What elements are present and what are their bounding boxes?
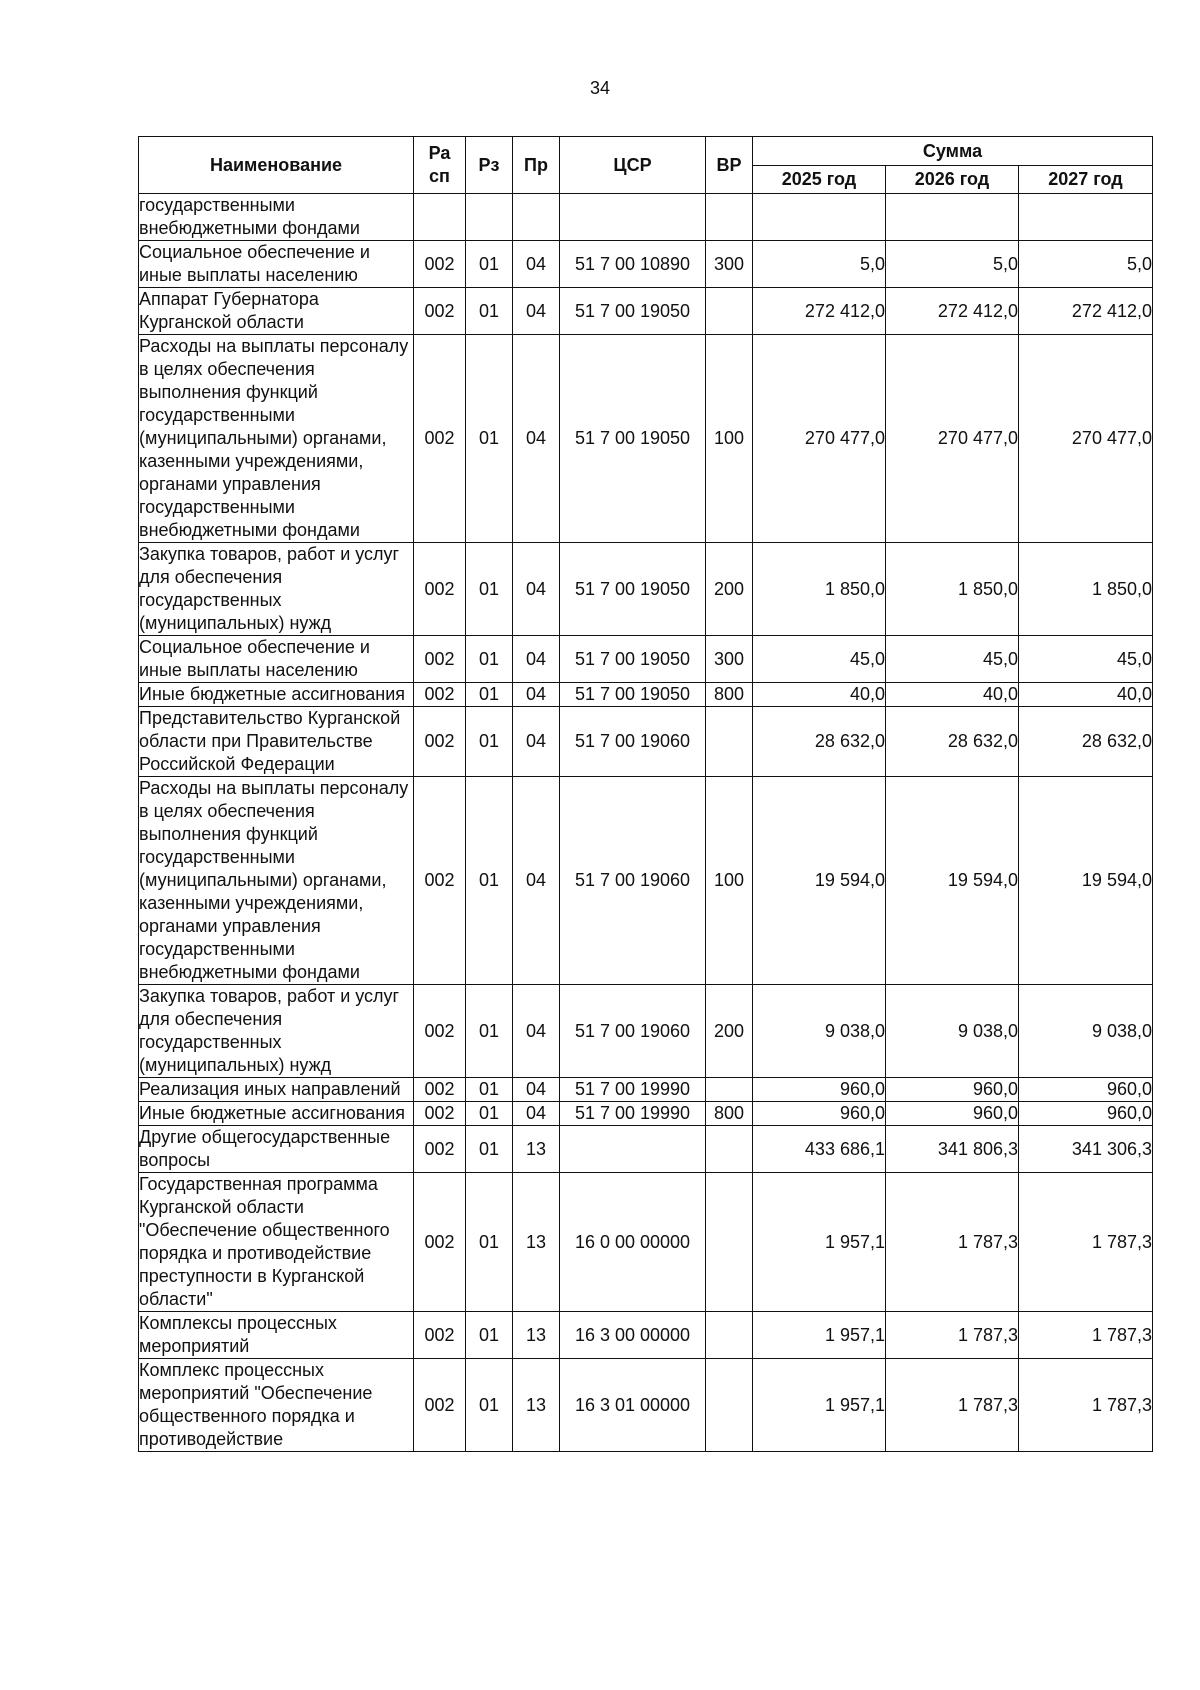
table-row bbox=[139, 241, 1153, 288]
cell-rz: 01 bbox=[466, 543, 513, 636]
cell-2027: 19 594,0 bbox=[1019, 777, 1153, 985]
cell-name: Комплексы процессных мероприятий bbox=[139, 1312, 414, 1359]
cell-rz bbox=[466, 194, 513, 241]
cell-rasp: 002 bbox=[414, 1312, 466, 1359]
cell-vr: 300 bbox=[706, 241, 753, 288]
cell-2026 bbox=[886, 194, 1019, 241]
table-row bbox=[139, 1078, 1153, 1102]
cell-2027: 1 787,3 bbox=[1019, 1359, 1153, 1452]
header-rasp-top: Ра bbox=[428, 143, 451, 163]
cell-rasp: 002 bbox=[414, 1173, 466, 1312]
cell-vr: 100 bbox=[706, 777, 753, 985]
cell-2025: 270 477,0 bbox=[753, 335, 886, 543]
cell-2025: 1 850,0 bbox=[753, 543, 886, 636]
cell-vr bbox=[706, 1312, 753, 1359]
table-row bbox=[139, 335, 1153, 543]
cell-name: Иные бюджетные ассигнования bbox=[139, 683, 414, 707]
cell-pr: 13 bbox=[513, 1312, 560, 1359]
cell-name: Социальное обеспечение и иные выплаты населению bbox=[139, 241, 414, 288]
cell-csr: 16 3 01 00000 bbox=[560, 1359, 706, 1452]
cell-2025: 45,0 bbox=[753, 636, 886, 683]
cell-2026: 5,0 bbox=[886, 241, 1019, 288]
cell-name: Другие общегосударственные вопросы bbox=[139, 1126, 414, 1173]
cell-pr: 04 bbox=[513, 707, 560, 777]
cell-rasp: 002 bbox=[414, 335, 466, 543]
cell-csr: 51 7 00 19060 bbox=[560, 777, 706, 985]
header-year-2025: 2025 год bbox=[753, 166, 886, 194]
cell-2025: 1 957,1 bbox=[753, 1312, 886, 1359]
table-row bbox=[139, 1102, 1153, 1126]
cell-vr bbox=[706, 707, 753, 777]
header-year-2026: 2026 год bbox=[886, 166, 1019, 194]
table-body bbox=[139, 194, 1153, 1452]
cell-pr: 04 bbox=[513, 985, 560, 1078]
table-row bbox=[139, 1173, 1153, 1312]
cell-vr: 200 bbox=[706, 985, 753, 1078]
cell-vr bbox=[706, 1359, 753, 1452]
cell-pr: 13 bbox=[513, 1126, 560, 1173]
cell-rz: 01 bbox=[466, 1312, 513, 1359]
cell-rz: 01 bbox=[466, 1173, 513, 1312]
cell-csr: 51 7 00 19050 bbox=[560, 636, 706, 683]
cell-rz: 01 bbox=[466, 241, 513, 288]
cell-csr: 51 7 00 19050 bbox=[560, 543, 706, 636]
cell-pr: 04 bbox=[513, 683, 560, 707]
cell-rz: 01 bbox=[466, 985, 513, 1078]
page-number: 34 bbox=[589, 78, 611, 98]
cell-rz: 01 bbox=[466, 707, 513, 777]
cell-rasp: 002 bbox=[414, 777, 466, 985]
cell-csr bbox=[560, 194, 706, 241]
cell-2027: 5,0 bbox=[1019, 241, 1153, 288]
budget-table bbox=[138, 136, 1153, 1452]
cell-name: Расходы на выплаты персоналу в целях обеспечения выполнения функций государственными (муниципальными) органами, казенными учреждениями, органами управления государственными внебюджетными фондами bbox=[139, 335, 414, 543]
header-rasp bbox=[414, 137, 466, 194]
cell-2026: 9 038,0 bbox=[886, 985, 1019, 1078]
cell-csr: 51 7 00 19990 bbox=[560, 1102, 706, 1126]
cell-name: Закупка товаров, работ и услуг для обеспечения государственных (муниципальных) нужд bbox=[139, 985, 414, 1078]
cell-pr: 04 bbox=[513, 1078, 560, 1102]
cell-rasp: 002 bbox=[414, 985, 466, 1078]
table-row bbox=[139, 707, 1153, 777]
cell-2026: 40,0 bbox=[886, 683, 1019, 707]
cell-rasp: 002 bbox=[414, 707, 466, 777]
cell-2027: 341 306,3 bbox=[1019, 1126, 1153, 1173]
header-vr: ВР bbox=[706, 137, 753, 194]
cell-vr bbox=[706, 194, 753, 241]
cell-name: Иные бюджетные ассигнования bbox=[139, 1102, 414, 1126]
cell-name: Комплекс процессных мероприятий "Обеспечение общественного порядка и противодействие bbox=[139, 1359, 414, 1452]
cell-vr: 200 bbox=[706, 543, 753, 636]
cell-2026: 960,0 bbox=[886, 1078, 1019, 1102]
table-row bbox=[139, 683, 1153, 707]
cell-rz: 01 bbox=[466, 1078, 513, 1102]
cell-2025: 960,0 bbox=[753, 1102, 886, 1126]
cell-name: Государственная программа Курганской области "Обеспечение общественного порядка и противодействие преступности в Курганской области" bbox=[139, 1173, 414, 1312]
header-pr: Пр bbox=[513, 137, 560, 194]
cell-rz: 01 bbox=[466, 636, 513, 683]
cell-csr bbox=[560, 1126, 706, 1173]
cell-vr: 800 bbox=[706, 683, 753, 707]
cell-vr: 300 bbox=[706, 636, 753, 683]
header-sum: Сумма bbox=[753, 137, 1153, 166]
cell-rasp: 002 bbox=[414, 1126, 466, 1173]
cell-2027: 1 787,3 bbox=[1019, 1312, 1153, 1359]
cell-pr: 04 bbox=[513, 777, 560, 985]
cell-name: Расходы на выплаты персоналу в целях обеспечения выполнения функций государственными (муниципальными) органами, казенными учреждениями, органами управления государственными внебюджетными фондами bbox=[139, 777, 414, 985]
cell-rz: 01 bbox=[466, 683, 513, 707]
cell-name: Реализация иных направлений bbox=[139, 1078, 414, 1102]
cell-rasp bbox=[414, 194, 466, 241]
cell-pr: 13 bbox=[513, 1359, 560, 1452]
cell-pr: 04 bbox=[513, 241, 560, 288]
cell-rasp: 002 bbox=[414, 1102, 466, 1126]
table-row bbox=[139, 1312, 1153, 1359]
cell-rasp: 002 bbox=[414, 683, 466, 707]
header-rz: Рз bbox=[466, 137, 513, 194]
cell-2026: 1 787,3 bbox=[886, 1173, 1019, 1312]
cell-pr: 04 bbox=[513, 636, 560, 683]
cell-2027: 960,0 bbox=[1019, 1078, 1153, 1102]
cell-vr bbox=[706, 288, 753, 335]
table-row bbox=[139, 194, 1153, 241]
cell-rz: 01 bbox=[466, 1126, 513, 1173]
cell-2026: 272 412,0 bbox=[886, 288, 1019, 335]
cell-rz: 01 bbox=[466, 1359, 513, 1452]
cell-2027: 1 787,3 bbox=[1019, 1173, 1153, 1312]
cell-csr: 51 7 00 19050 bbox=[560, 335, 706, 543]
header-name: Наименование bbox=[139, 137, 414, 194]
table-row bbox=[139, 1359, 1153, 1452]
cell-2025: 28 632,0 bbox=[753, 707, 886, 777]
table-row bbox=[139, 1126, 1153, 1173]
cell-2025: 9 038,0 bbox=[753, 985, 886, 1078]
cell-rasp: 002 bbox=[414, 636, 466, 683]
cell-2025: 960,0 bbox=[753, 1078, 886, 1102]
cell-2026: 1 787,3 bbox=[886, 1312, 1019, 1359]
header-rasp-bottom: сп bbox=[429, 166, 450, 186]
cell-2026: 1 787,3 bbox=[886, 1359, 1019, 1452]
cell-2025: 1 957,1 bbox=[753, 1173, 886, 1312]
cell-name: Аппарат Губернатора Курганской области bbox=[139, 288, 414, 335]
cell-vr bbox=[706, 1078, 753, 1102]
cell-2025 bbox=[753, 194, 886, 241]
cell-csr: 16 0 00 00000 bbox=[560, 1173, 706, 1312]
cell-2026: 341 806,3 bbox=[886, 1126, 1019, 1173]
cell-2026: 28 632,0 bbox=[886, 707, 1019, 777]
cell-csr: 16 3 00 00000 bbox=[560, 1312, 706, 1359]
table-row bbox=[139, 985, 1153, 1078]
cell-rasp: 002 bbox=[414, 1359, 466, 1452]
cell-2026: 45,0 bbox=[886, 636, 1019, 683]
cell-rz: 01 bbox=[466, 288, 513, 335]
cell-name: Представительство Курганской области при Правительстве Российской Федерации bbox=[139, 707, 414, 777]
cell-rz: 01 bbox=[466, 777, 513, 985]
header-csr: ЦСР bbox=[560, 137, 706, 194]
cell-2027: 40,0 bbox=[1019, 683, 1153, 707]
cell-pr: 04 bbox=[513, 1102, 560, 1126]
cell-2025: 272 412,0 bbox=[753, 288, 886, 335]
cell-2025: 5,0 bbox=[753, 241, 886, 288]
cell-vr: 800 bbox=[706, 1102, 753, 1126]
cell-csr: 51 7 00 19060 bbox=[560, 985, 706, 1078]
cell-rz: 01 bbox=[466, 335, 513, 543]
cell-csr: 51 7 00 10890 bbox=[560, 241, 706, 288]
cell-csr: 51 7 00 19990 bbox=[560, 1078, 706, 1102]
cell-pr: 04 bbox=[513, 335, 560, 543]
cell-pr: 13 bbox=[513, 1173, 560, 1312]
cell-2027: 1 850,0 bbox=[1019, 543, 1153, 636]
cell-2025: 433 686,1 bbox=[753, 1126, 886, 1173]
cell-vr bbox=[706, 1126, 753, 1173]
table-row bbox=[139, 288, 1153, 335]
cell-csr: 51 7 00 19050 bbox=[560, 288, 706, 335]
cell-2027: 9 038,0 bbox=[1019, 985, 1153, 1078]
header-year-2027: 2027 год bbox=[1019, 166, 1153, 194]
cell-2027: 45,0 bbox=[1019, 636, 1153, 683]
cell-rasp: 002 bbox=[414, 1078, 466, 1102]
cell-2026: 270 477,0 bbox=[886, 335, 1019, 543]
cell-pr bbox=[513, 194, 560, 241]
cell-vr bbox=[706, 1173, 753, 1312]
cell-vr: 100 bbox=[706, 335, 753, 543]
table-row bbox=[139, 777, 1153, 985]
cell-2027: 270 477,0 bbox=[1019, 335, 1153, 543]
cell-pr: 04 bbox=[513, 543, 560, 636]
cell-2027 bbox=[1019, 194, 1153, 241]
cell-name: Социальное обеспечение и иные выплаты населению bbox=[139, 636, 414, 683]
table-row bbox=[139, 543, 1153, 636]
cell-2027: 28 632,0 bbox=[1019, 707, 1153, 777]
cell-name: государственными внебюджетными фондами bbox=[139, 194, 414, 241]
cell-2027: 272 412,0 bbox=[1019, 288, 1153, 335]
cell-2026: 960,0 bbox=[886, 1102, 1019, 1126]
cell-rasp: 002 bbox=[414, 241, 466, 288]
cell-rasp: 002 bbox=[414, 288, 466, 335]
cell-pr: 04 bbox=[513, 288, 560, 335]
cell-2026: 19 594,0 bbox=[886, 777, 1019, 985]
cell-csr: 51 7 00 19050 bbox=[560, 683, 706, 707]
cell-2027: 960,0 bbox=[1019, 1102, 1153, 1126]
cell-2025: 1 957,1 bbox=[753, 1359, 886, 1452]
cell-2025: 40,0 bbox=[753, 683, 886, 707]
table-row bbox=[139, 636, 1153, 683]
cell-2025: 19 594,0 bbox=[753, 777, 886, 985]
cell-name: Закупка товаров, работ и услуг для обеспечения государственных (муниципальных) нужд bbox=[139, 543, 414, 636]
cell-rz: 01 bbox=[466, 1102, 513, 1126]
cell-rasp: 002 bbox=[414, 543, 466, 636]
cell-csr: 51 7 00 19060 bbox=[560, 707, 706, 777]
cell-2026: 1 850,0 bbox=[886, 543, 1019, 636]
